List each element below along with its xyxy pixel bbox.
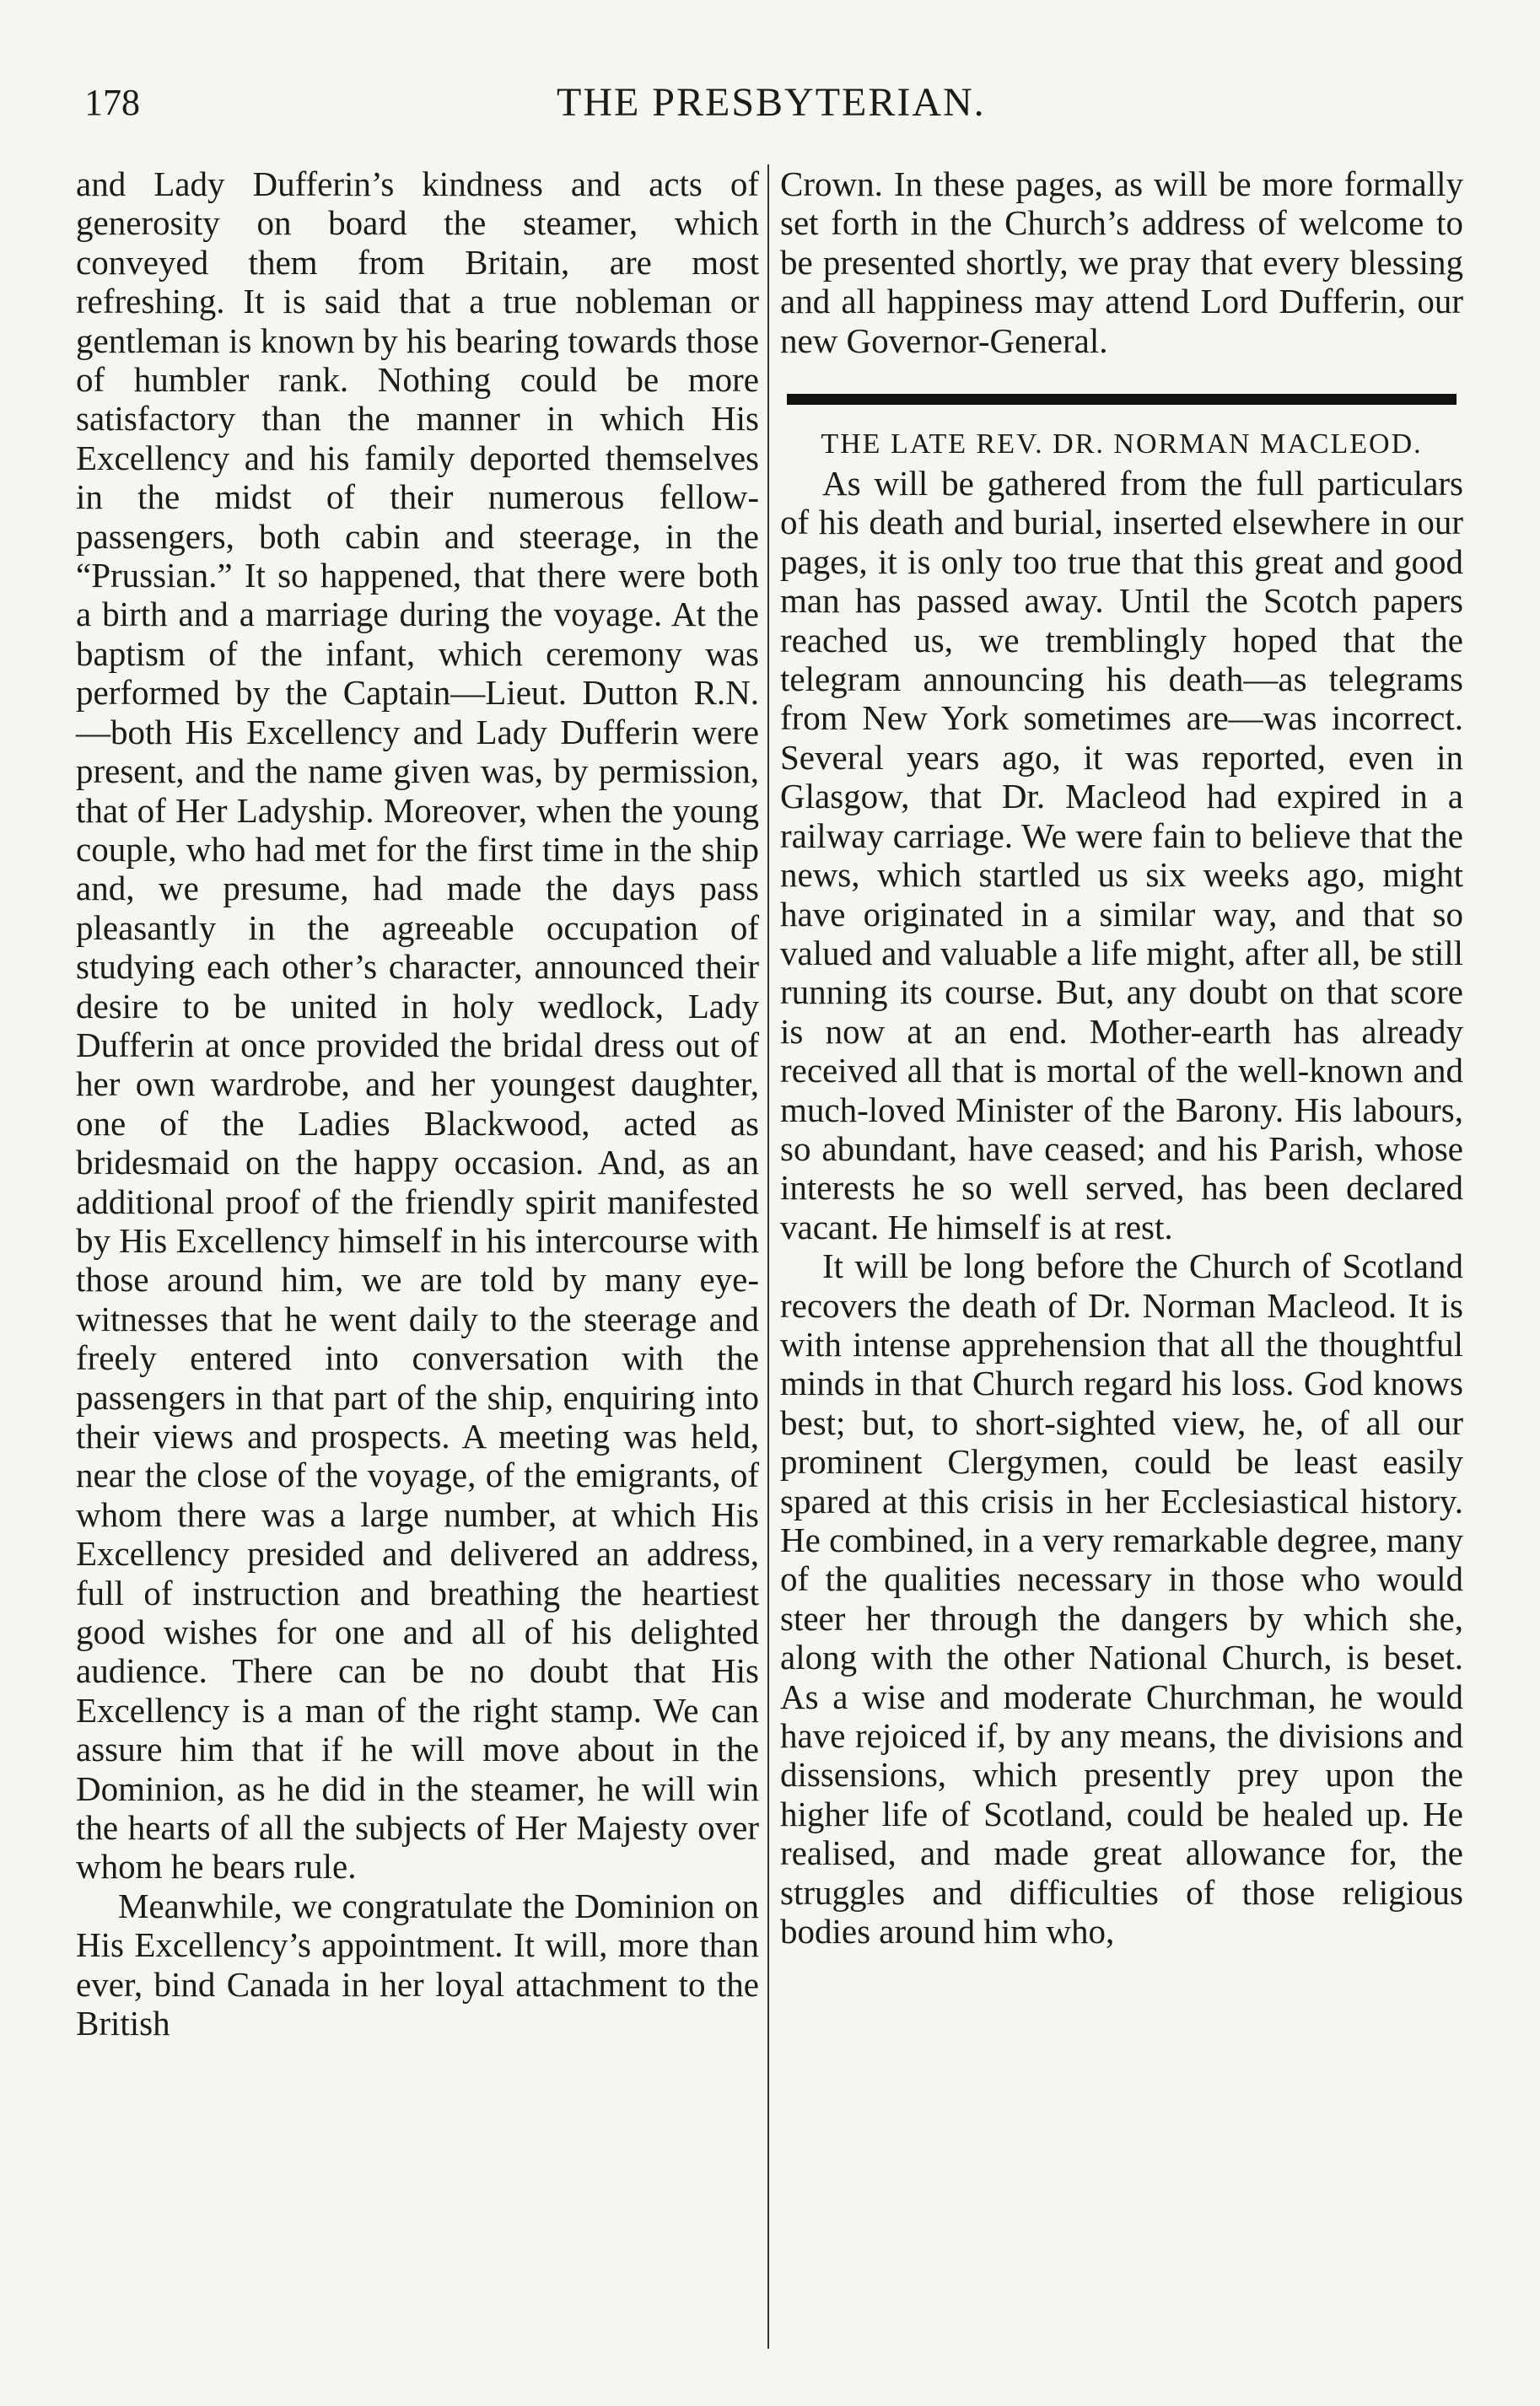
page-header <box>84 78 1459 137</box>
right-column <box>780 164 1463 1951</box>
right-paragraph-3: It will be long before the Church of Scotland recovers the death of Dr. Norman Macleod. It is with intense apprehension that all the thoughtful minds in that Church regard his loss. God knows best; but, to short-sighted view, he, of all our prominent Clergymen, could be least easily spared at this crisis in her Ecclesiastical history. He combined, in a very remarkable degree, many of the qualities necessary in those who would steer her through the dangers by which she, along with the other National Church, is beset. As a wise and moderate Churchman, he would have rejoiced if, by any means, the divisions and dissensions, which presently prey upon the higher life of Scotland, could be healed up. He realised, and made great allowance for, the struggles and difficulties of those religious bodies around him who, <box>780 1246 1463 1951</box>
left-paragraph-1: and Lady Dufferin’s kindness and acts of generosity on board the steamer, which conveyed them from Britain, are most refreshing. It is said that a true nobleman or gentleman is known by his bearing towards those of humbler rank. Nothing could be more satisfactory than the manner in which His Excellency and his family deported themselves in the midst of their numerous fellow-passengers, both cabin and steerage, in the “Prussian.” It so happened, that there were both a birth and a marriage during the voyage. At the baptism of the infant, which ceremony was performed by the Captain—Lieut. Dutton R.N.—both His Excellency and Lady Dufferin were present, and the name given was, by permission, that of Her Ladyship. Moreover, when the young couple, who had met for the first time in the ship and, we presume, had made the days pass pleasantly in the agreeable occupation of studying each other’s character, announced their desire to be united in holy wedlock, Lady Dufferin at once provided the bridal dress out of her own wardrobe, and her youngest daughter, one of the Ladies Blackwood, acted as bridesmaid on the happy occasion. And, as an additional proof of the friendly spirit manifested by His Excellency himself in his intercourse with those around him, we are told by many eye-witnesses that he went daily to the steerage and freely entered into conversation with the passengers in that part of the ship, enquiring into their views and prospects. A meeting was held, near the close of the voyage, of the emigrants, of whom there was a large number, at which His Excellency presided and delivered an address, full of instruction and breathing the heartiest good wishes for one and all of his delighted audience. There can be no doubt that His Excellency is a man of the right stamp. We can assure him that if he will move about in the Dominion, as he did in the steamer, he will win the hearts of all the subjects of Her Majesty over whom he bears rule. <box>76 164 759 1887</box>
right-paragraph-2: As will be gathered from the full particulars of his death and burial, inserted elsewhere in our pages, it is only too true that this great and good man has passed away. Until the Scotch papers reached us, we tremblingly hoped that the telegram announcing his death—as telegrams from New York sometimes are—was incorrect. Several years ago, it was reported, even in Glasgow, that Dr. Macleod had expired in a railway carriage. We were fain to believe that the news, which startled us six weeks ago, might have originated in a similar way, and that so valued and valuable a life might, after all, be still running its course. But, any doubt on that score is now at an end. Mother-earth has already received all that is mortal of the well-known and much-loved Minister of the Barony. His labours, so abundant, have ceased; and his Parish, whose interests he so well served, has been declared vacant. He himself is at rest. <box>780 464 1463 1246</box>
left-column <box>76 164 759 2043</box>
page-number: 178 <box>84 82 140 123</box>
running-head: THE PRESBYTERIAN. <box>557 80 986 125</box>
section-separator-bar <box>787 394 1457 405</box>
left-paragraph-2: Meanwhile, we congratulate the Dominion on His Excellency’s appointment. It will, more than ever, bind Canada in her loyal attachment to the British <box>76 1886 759 2043</box>
right-paragraph-1: Crown. In these pages, as will be more formally set forth in the Church’s address of welcome to be presented shortly, we pray that every blessing and all happiness may attend Lord Dufferin, our new Governor-General. <box>780 164 1463 360</box>
column-divider <box>767 164 769 2349</box>
article-title: THE LATE REV. DR. NORMAN MACLEOD. <box>821 428 1423 460</box>
